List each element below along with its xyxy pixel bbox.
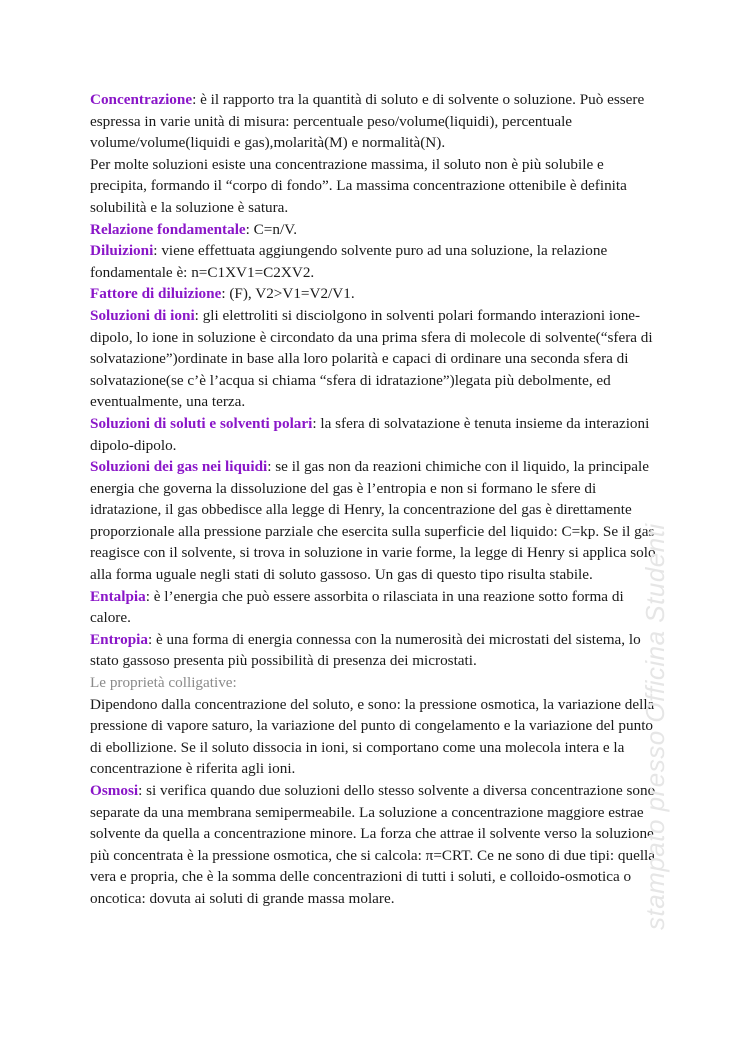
term-fattore-di-diluizione: Fattore di diluizione [90,285,222,303]
paragraph-text: : (F), V2>V1=V2/V1. [221,285,355,303]
term-relazione-fondamentale: Relazione fondamentale [90,220,246,238]
paragraph-diluizioni [90,240,658,283]
paragraph-gas [90,456,658,586]
paragraph-concentrazione [90,89,658,154]
paragraph-entalpia [90,586,658,629]
paragraph-text: : la sfera di solvatazione è tenuta insieme da interazioni dipolo-dipolo. [90,414,650,454]
term-entropia: Entropia [90,630,148,648]
term-concentrazione: Concentrazione [90,91,193,108]
paragraph-fattore [90,283,658,305]
paragraph-text: : gli elettroliti si disciolgono in solventi polari formando interazioni ione-dipolo, lo ione in soluzione è circondato da una prima sfera di molecole di solvente(“sfera di solvatazione”)ordinate in base alla loro polarità e capaci di ordinare una seconda sfera di solvatazione(se c’è l’acqua si chiama “sfera di idratazione”)legata più debolmente, ed eventualmente, una terza. [90,306,653,411]
document-body [90,89,658,910]
paragraph-text: : se il gas non da reazioni chimiche con il liquido, la principale energia che governa la dissoluzione del gas è l’entropia e non si formano le sfere di idratazione, il gas obbedisce alla legge di Henry, la concentrazione del gas è direttamente proporzionale alla pressione parziale che esercita sulla superficie del liquido: C=kp. Se il gas reagisce con il solvente, si trova in soluzione in varie forme, la legge di Henry si applica solo alla forma uguale negli stati di soluto gassoso. Un gas di questo tipo risulta stabile. [90,458,656,584]
paragraph-text: : viene effettuata aggiungendo solvente puro ad una soluzione, la relazione fondamentale è: n=C1XV1=C2XV2. [90,242,608,281]
paragraph-entropia [90,629,658,672]
term-diluizioni: Diluizioni [90,242,154,260]
paragraph-text: : è il rapporto tra la quantità di soluto e di solvente o soluzione. Può essere espressa in varie unità di misura: percentuale peso/volume(liquidi), percentuale volume/volume(liquidi e gas),molarità(M) e normalità(N). [90,91,645,152]
paragraph-text: : si verifica quando due soluzioni dello stesso solvente a diversa concentrazione sono separate da una membrana semipermeabile. La soluzione a concentrazione maggiore estrae solvente da quella a concentrazione minore. La forza che attrae il solvente verso la soluzione più concentrata è la pressione osmotica, che si calcola: π=CRT. Ce ne sono di due tipi: quella vera e propria, che è la somma delle concentrazioni di tutti i soluti, e colloido-osmotica o oncotica: dovuta ai soluti di grande massa molare. [90,782,656,907]
paragraph-text: : C=n/V. [245,220,297,238]
paragraph-text: Per molte soluzioni esiste una concentrazione massima, il soluto non è più solubile e precipita, formando il “corpo di fondo”. La massima concentrazione ottenibile è definita solubilità e la soluzione è satura. [90,155,627,216]
paragraph-text: : è una forma di energia connessa con la numerosità dei microstati del sistema, lo stato gassoso presenta più possibilità di presenza dei microstati. [90,630,641,670]
section-heading: Le proprietà colligative: [90,674,237,692]
term-gas-nei-liquidi: Soluzioni dei gas nei liquidi [90,458,268,476]
paragraph-relazione [90,219,658,241]
term-entalpia: Entalpia [90,587,146,605]
paragraph-solubilita [90,154,658,219]
paragraph-colligative [90,694,658,780]
paragraph-text: Dipendono dalla concentrazione del soluto, e sono: la pressione osmotica, la variazione della pressione di vapore saturo, la variazione del punto di congelamento e la variazione del punto di ebollizione. Se il soluto dissocia in ioni, si comportano come una molecola intera e la concentrazione è riferita agli ioni. [90,695,655,778]
paragraph-ioni [90,305,658,413]
paragraph-osmosi [90,780,658,910]
term-soluzioni-di-ioni: Soluzioni di ioni [90,306,195,324]
term-osmosi: Osmosi [90,782,139,799]
term-soluzioni-polari: Soluzioni di soluti e solventi polari [90,414,313,432]
paragraph-text: : è l’energia che può essere assorbita o rilasciata in una reazione sotto forma di calore. [90,587,624,627]
watermark: stampato presso Officina Studenti [640,523,670,930]
paragraph-polari [90,413,658,456]
